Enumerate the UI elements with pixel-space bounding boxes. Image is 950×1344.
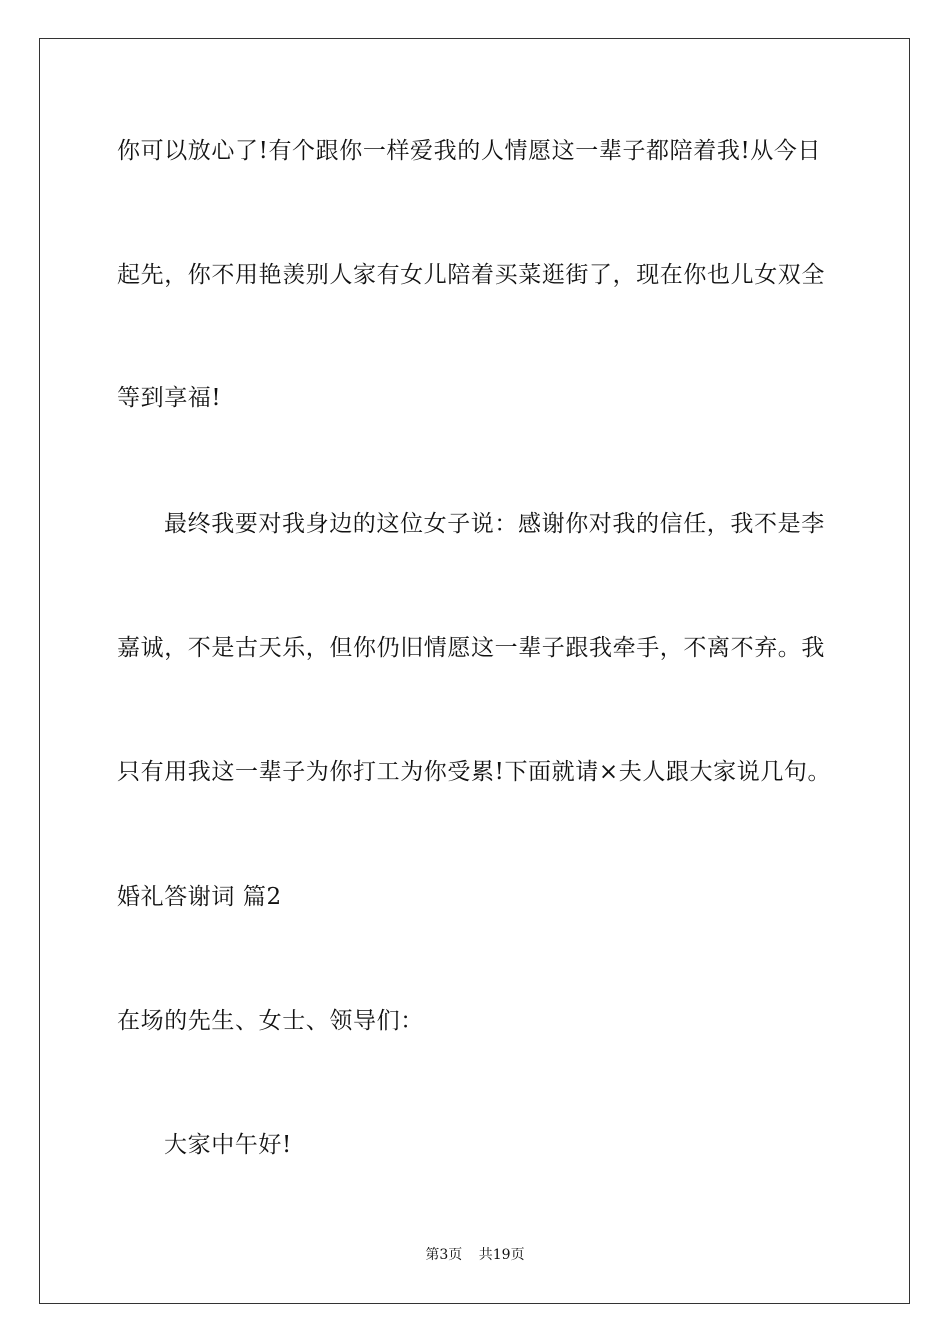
- page-footer: [0, 1245, 950, 1265]
- page-number: 第3页: [425, 1247, 463, 1263]
- body-line: 等到享福!: [117, 385, 222, 411]
- page-border: [39, 38, 910, 1304]
- total-pages: 共19页: [478, 1247, 525, 1263]
- body-line: 你可以放心了!有个跟你一样爱我的人情愿这一辈子都陪着我!从今日: [117, 138, 822, 164]
- body-line: 嘉诚，不是古天乐，但你仍旧情愿这一辈子跟我牵手，不离不弃。我: [117, 635, 825, 661]
- body-line: 只有用我这一辈子为你打工为你受累!下面就请×夫人跟大家说几句。: [117, 759, 832, 785]
- paragraph-start-line: 最终我要对我身边的这位女子说：感谢你对我的信任，我不是李: [164, 511, 825, 537]
- salutation: 在场的先生、女士、领导们：: [117, 1008, 424, 1034]
- section-heading: 婚礼答谢词 篇2: [117, 884, 282, 910]
- body-line: 起先，你不用艳羡别人家有女儿陪着买菜逛街了，现在你也儿女双全: [117, 262, 825, 288]
- greeting: 大家中午好!: [164, 1132, 292, 1158]
